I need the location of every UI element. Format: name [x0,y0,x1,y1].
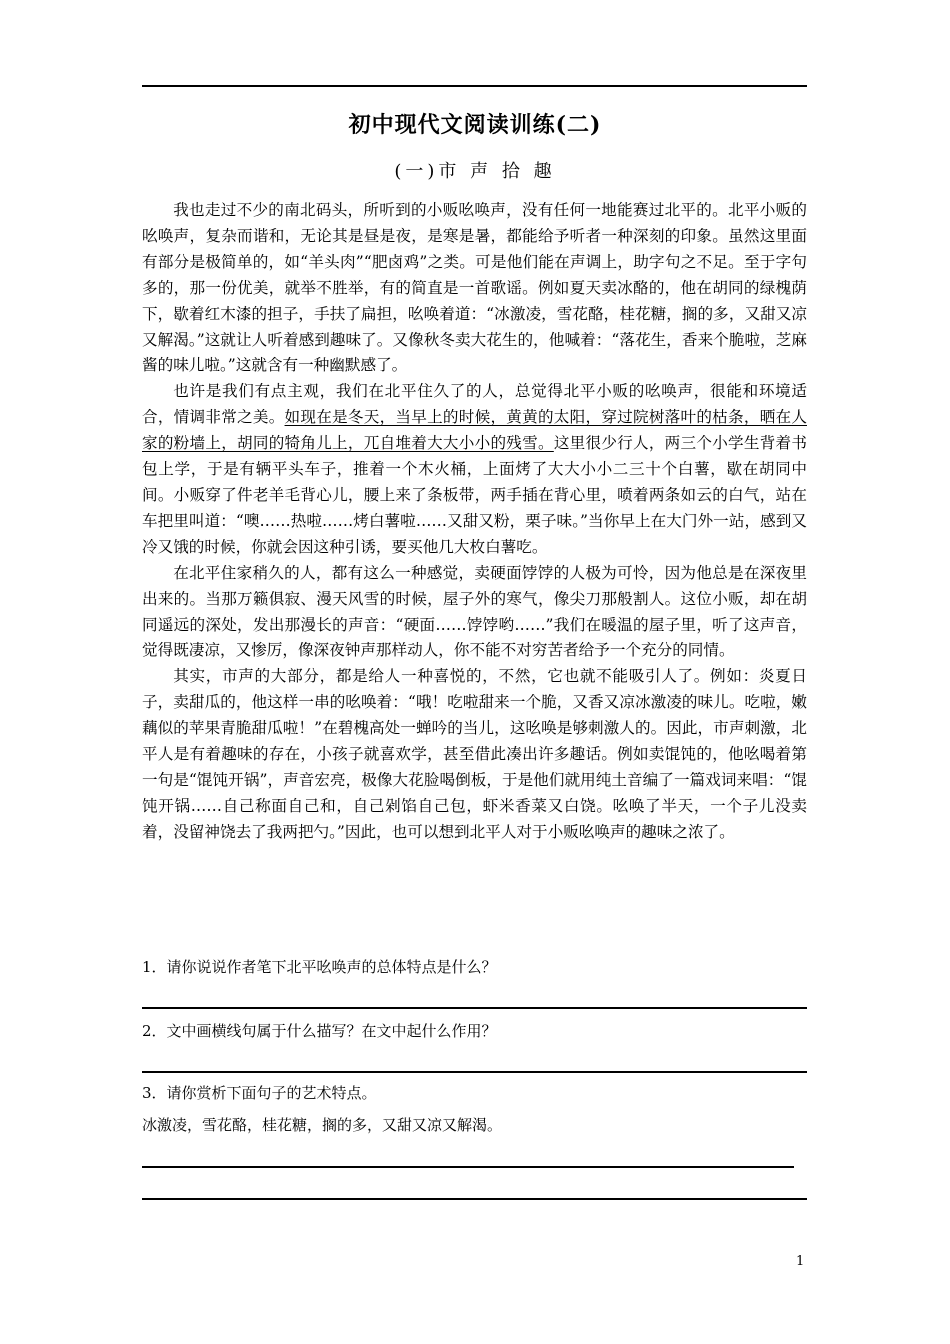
page-title: 初中现代文阅读训练(二) [348,112,602,138]
question-1: 1．请你说说作者笔下北平吆唤声的总体特点是什么？ [142,958,497,976]
question-3-sentence: 冰激凌，雪花酪，桂花糖，搁的多，又甜又凉又解渴。 [142,1116,503,1134]
article-body [142,198,807,846]
paragraph-2 [142,379,807,560]
answer-line-2[interactable] [142,1071,807,1073]
paragraph-2-rest: 这里很少行人，两三个小学生背着书包上学，于是有辆平头车子，推着一个木火桶，上面烤了大大小小二三十个白薯，歇在胡同中间。小贩穿了件老羊毛背心儿，腰上来了条板带，两手插在背心里，喷着两条如云的白气，站在车把里叫道：“噢……热啦……烤白薯啦……又甜又粉，栗子味。”当你早上在大门外一站，感到又冷又饿的时候，你就会因这种引诱，要买他几大枚白薯吃。 [142,434,807,556]
question-2: 2．文中画横线句属于什么描写？在文中起什么作用？ [142,1022,497,1040]
answer-line-3b[interactable] [142,1198,807,1200]
section-title: (一)市 声 拾 趣 [394,161,556,182]
paragraph-2-lead: 也许是我们有点主观，我们在北平住久了的人，总觉得北平小贩的吆唤声，很能和环境适合，情调非常之美。 [142,382,807,427]
answer-line-1[interactable] [142,1007,807,1009]
paragraph-1: 我也走过不少的南北码头，所听到的小贩吆唤声，没有任何一地能赛过北平的。北平小贩的吆唤声，复杂而谐和，无论其是昼是夜，是寒是暑，都能给予听者一种深刻的印象。虽然这里面有部分是极简单的，如“羊头肉”“肥卤鸡”之类。可是他们能在声调上，助字句之不足。至于字句多的，那一份优美，就举不胜举，有的简直是一首歌谣。例如夏天卖冰酪的，他在胡同的绿槐荫下，歇着红木漆的担子，手扶了扁担，吆唤着道：“冰激凌，雪花酪，桂花糖，搁的多，又甜又凉又解渴。”这就让人听着感到趣味了。又像秋冬卖大花生的，他喊着：“落花生，香来个脆啦，芝麻酱的味儿啦。”这就含有一种幽默感了。 [142,201,807,375]
header-rule [142,85,807,87]
question-3: 3．请你赏析下面句子的艺术特点。 [142,1084,377,1102]
paragraph-4: 其实，市声的大部分，都是给人一种喜悦的，不然，它也就不能吸引人了。例如：炎夏日子，卖甜瓜的，他这样一串的吆唤着：“哦！吃啦甜来一个脆，又香又凉冰激凌的味儿。吃啦，嫩藕似的苹果青脆甜瓜啦！”在碧槐高处一蝉吟的当儿，这吆唤是够刺激人的。因此，市声刺激，北平人是有着趣味的存在，小孩子就喜欢学，甚至借此凑出许多趣话。例如卖馄饨的，他吆喝着第一句是“馄饨开锅”，声音宏亮，极像大花脸喝倒板，于是他们就用纯土音编了一篇戏词来唱：“馄饨开锅……自己称面自己和，自己剁馅自己包，虾米香菜又白饶。吆唤了半天，一个子儿没卖着，没留神饶去了我两把勺。”因此，也可以想到北平人对于小贩吆唤声的趣味之浓了。 [142,667,807,841]
answer-line-3a[interactable] [142,1166,794,1168]
paragraph-3: 在北平住家稍久的人，都有这么一种感觉，卖硬面饽饽的人极为可怜，因为他总是在深夜里出来的。当那万籁俱寂、漫天风雪的时候，屋子外的寒气，像尖刀那般割人。这位小贩，却在胡同遥远的深处，发出那漫长的声音：“硬面……饽饽哟……”我们在暖温的屋子里，听了这声音，觉得既凄凉，又惨厉，像深夜钟声那样动人，你不能不对穷苦者给予一个充分的同情。 [142,563,807,660]
underlined-sentence: 如现在是冬天，当早上的时候，黄黄的太阳，穿过院树落叶的枯条，晒在人家的粉墙上，胡同的犄角儿上，兀自堆着大大小小的残雪。 [142,408,807,453]
page-number: 1 [796,1254,805,1269]
